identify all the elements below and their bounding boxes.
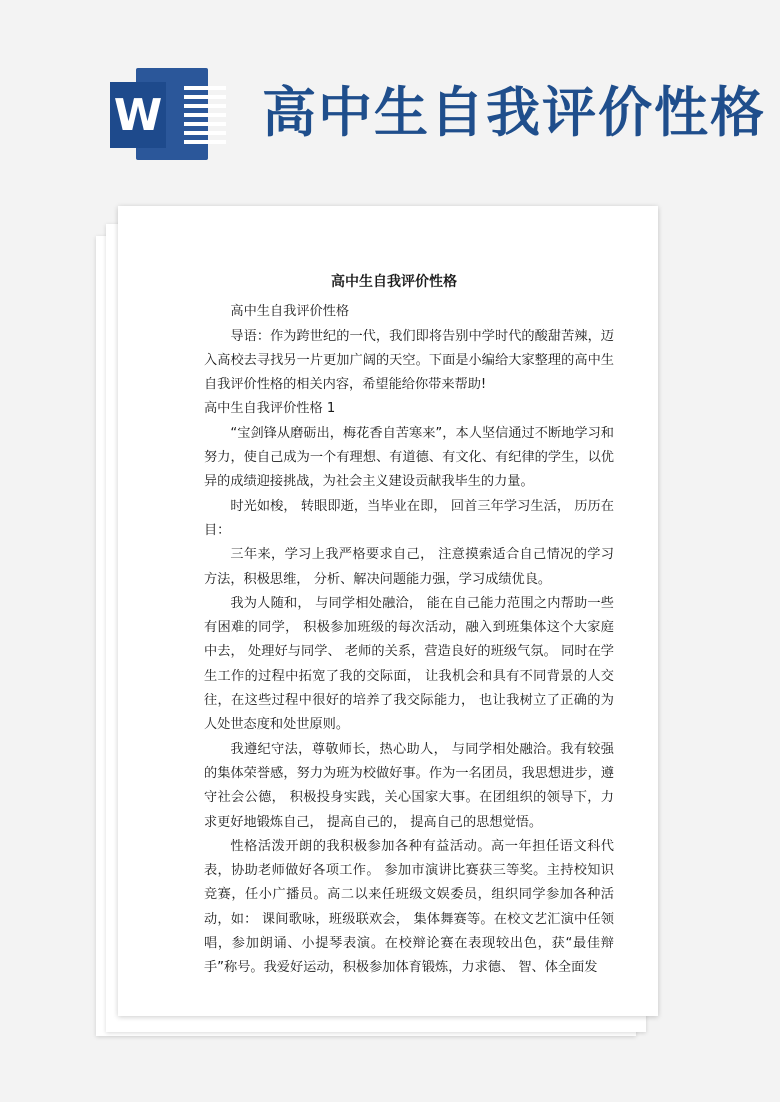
banner-title: 高中生自我评价性格 xyxy=(262,81,766,144)
word-logo-letter: W xyxy=(110,82,166,148)
document-body xyxy=(204,300,614,980)
paragraph: 我为人随和， 与同学相处融洽， 能在自己能力范围之内帮助一些有困难的同学， 积极参加班级的每次活动，融入到班集体这个大家庭中去， 处理好与同学、 老师的关系，营造良好的班级气氛。 同时在学生工作的过程中拓宽了我的交际面， 让我机会和具有不同背景的人交往，在这些过程中很好的培养了我交际能力， 也让我树立了正确的为人处世态度和处世原则。 xyxy=(204,595,614,733)
paragraph: 高中生自我评价性格 xyxy=(230,304,350,320)
paragraph: “宝剑锋从磨砺出，梅花香自苦寒来”，本人坚信通过不断地学习和努力，使自己成为一个有理想、有道德、有文化、有纪律的学生，以优异的成绩迎接挑战，为社会主义建设贡献我毕生的力量。 xyxy=(204,425,614,490)
banner xyxy=(0,0,780,200)
paragraph: 性格活泼开朗的我积极参加各种有益活动。高一年担任语文科代表，协助老师做好各项工作。 参加市演讲比赛获三等奖。主持校知识竞赛，任小广播员。高二以来任班级文娱委员，组织同学参加各种活动，如： 课间歌咏，班级联欢会， 集体舞赛等。在校文艺汇演中任领唱，参加朗诵、小提琴表演。在校辩论赛在表现较出色，获“最佳辩手”称号。我爱好运动，积极参加体育锻炼，力求德、 智、体全面发 xyxy=(204,838,614,976)
word-document-icon xyxy=(110,68,210,160)
document-page xyxy=(118,206,658,1016)
section-heading: 高中生自我评价性格 1 xyxy=(204,401,336,417)
paragraph: 我遵纪守法，尊敬师长，热心助人， 与同学相处融洽。我有较强的集体荣誉感，努力为班为校做好事。作为一名团员，我思想进步，遵守社会公德， 积极投身实践，关心国家大事。在团组织的领导下，力求更好地锻炼自己， 提高自己的， 提高自己的思想觉悟。 xyxy=(204,741,614,830)
paragraph: 三年来，学习上我严格要求自己， 注意摸索适合自己情况的学习方法，积极思维， 分析、解决问题能力强，学习成绩优良。 xyxy=(204,547,614,587)
paragraph: 时光如梭， 转眼即逝，当毕业在即， 回首三年学习生活， 历历在目： xyxy=(204,498,614,538)
paragraph: 导语：作为跨世纪的一代，我们即将告别中学时代的酸甜苦辣，迈入高校去寻找另一片更加广阔的天空。下面是小编给大家整理的高中生自我评价性格的相关内容，希望能给你带来帮助! xyxy=(204,328,614,393)
document-title: 高中生自我评价性格 xyxy=(331,274,457,290)
